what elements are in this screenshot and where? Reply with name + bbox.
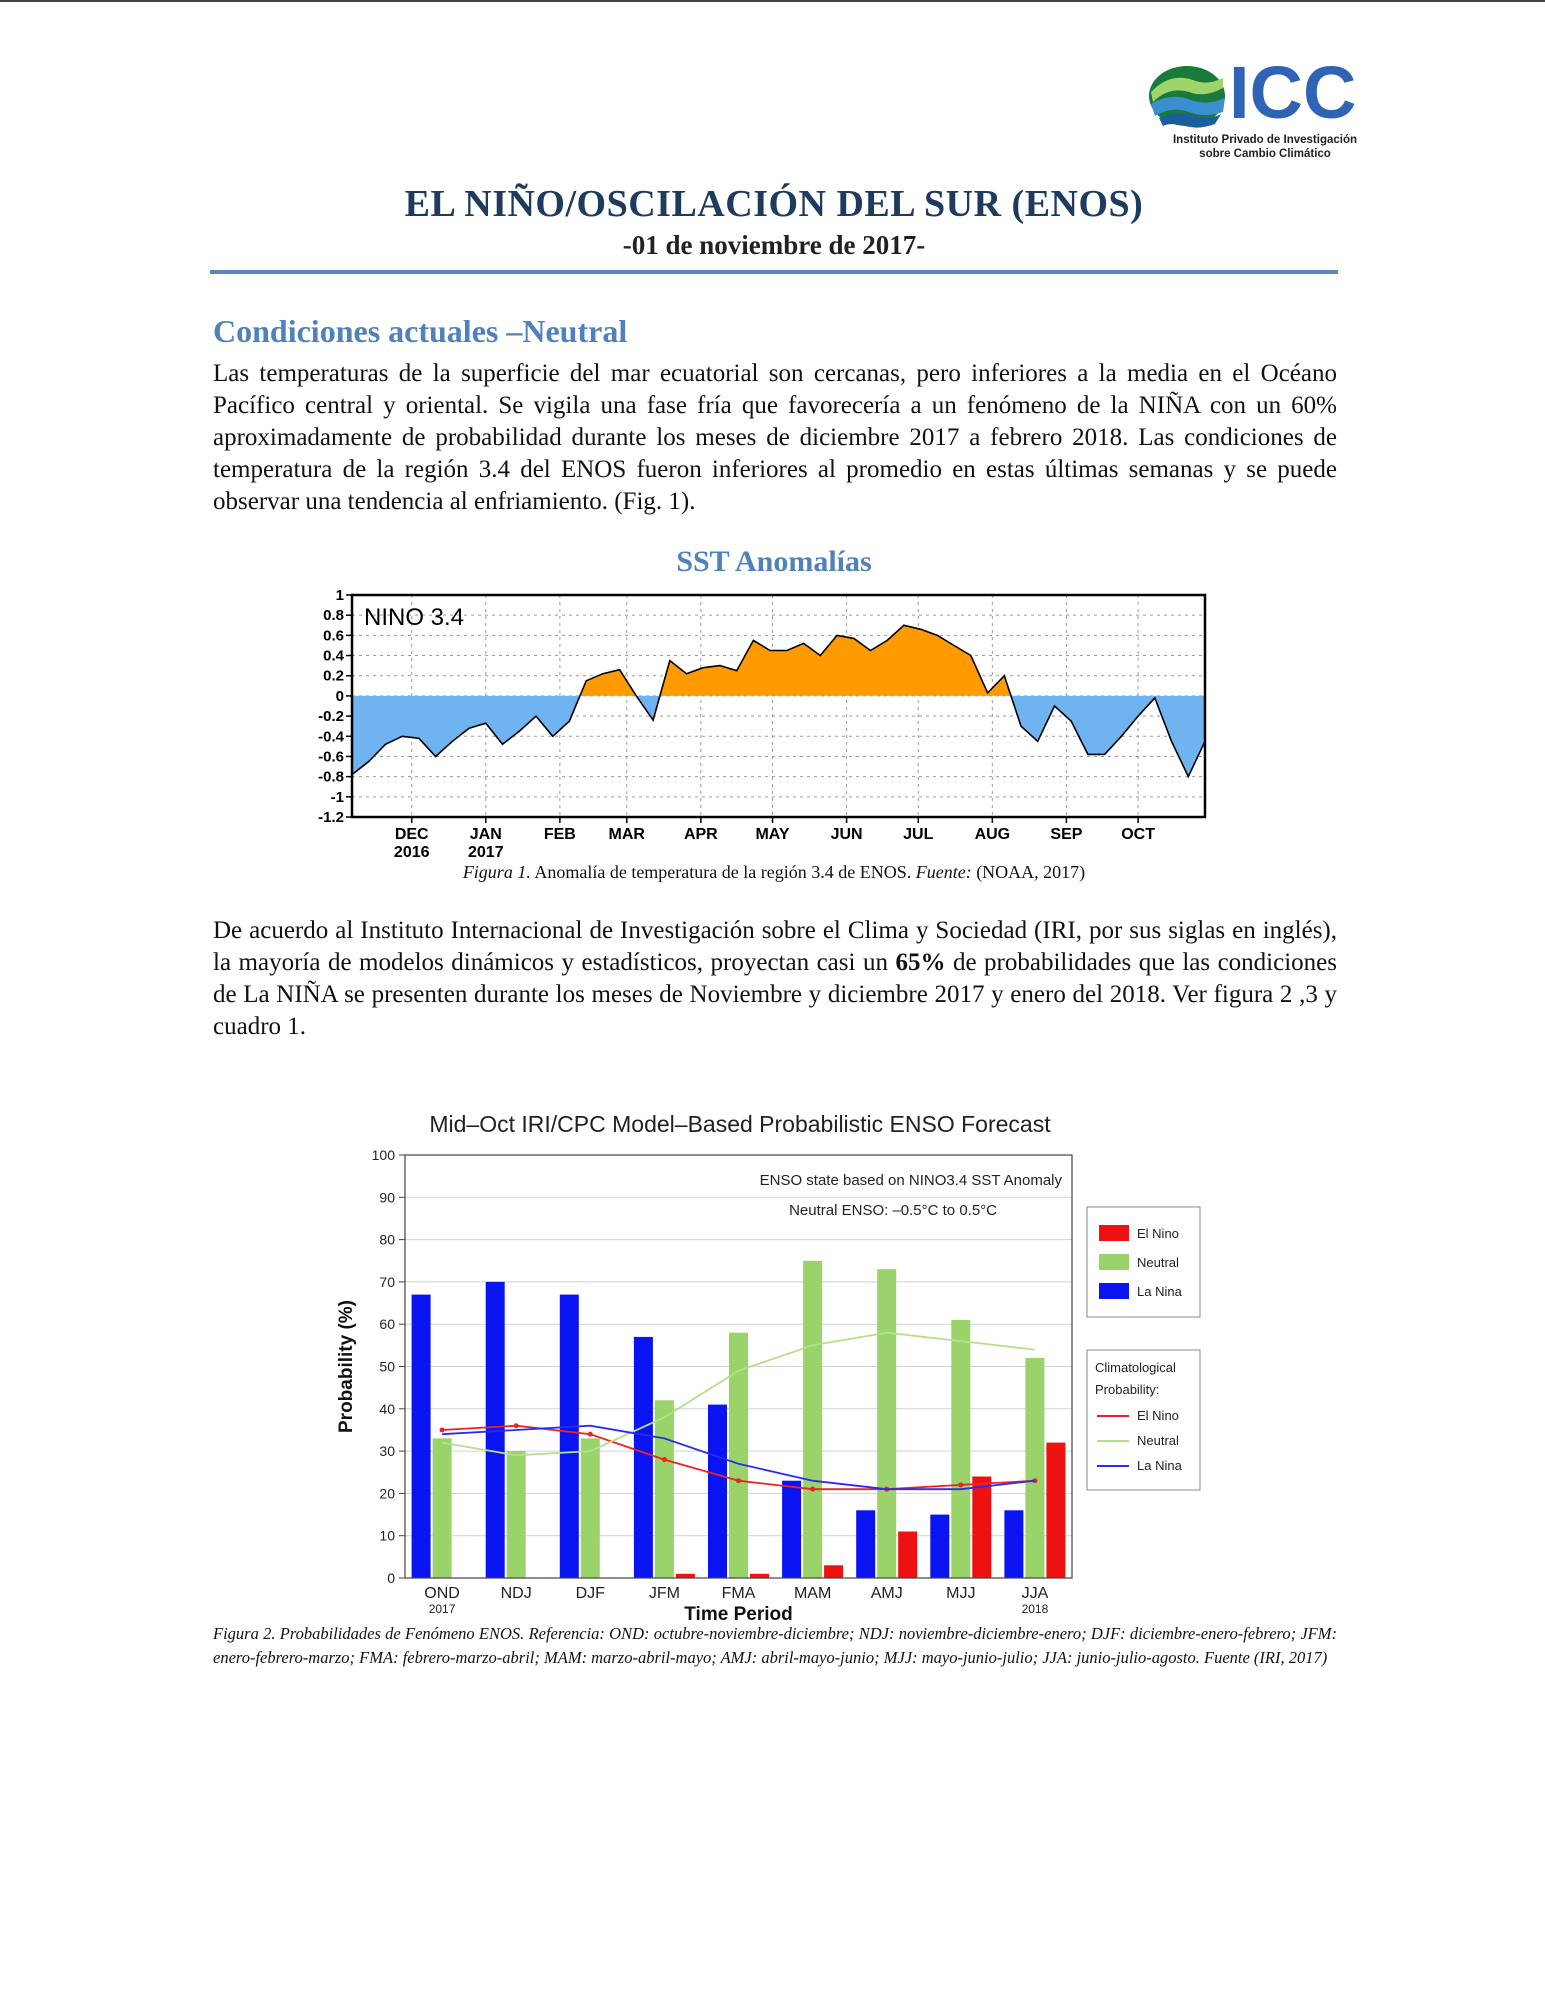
climatology-legend-label: El Nino (1137, 1408, 1179, 1423)
sst-x-tick-label: MAR (608, 826, 645, 843)
sst-y-tick-label: 0 (335, 687, 344, 705)
figure1-title: SST Anomalías (676, 545, 872, 578)
enso-chart-title: Mid–Oct IRI/CPC Model–Based Probabilistic ENSO Forecast (429, 1111, 1051, 1137)
enso-x-tick-label: NDJ (500, 1585, 532, 1602)
enso-annotation-1: ENSO state based on NINO3.4 SST Anomaly (759, 1172, 1062, 1189)
title-divider (210, 270, 1338, 274)
enso-y-axis-label: Probability (%) (336, 1299, 357, 1434)
logo-subtitle-line1: Instituto Privado de Investigación (1172, 134, 1358, 146)
enso-bar-neutral (803, 1261, 822, 1578)
sst-x-tick-label: OCT (1121, 826, 1155, 843)
sst-y-tick-label: -0.8 (318, 768, 344, 786)
enso-x-tick-label: MAM (793, 1585, 832, 1602)
enso-bar-neutral (507, 1451, 526, 1578)
sst-y-tick-label: -0.2 (318, 708, 344, 726)
sst-x-tick-sublabel: 2017 (468, 844, 504, 860)
enso-x-tick-label: OND (424, 1585, 460, 1602)
climatology-legend-title-line2: Probability: (1095, 1382, 1160, 1397)
enso-bar-neutral (1025, 1358, 1044, 1578)
enso-bar-neutral (655, 1400, 674, 1578)
sst-x-tick-label: FEB (543, 826, 576, 843)
enso-x-tick-label: DJF (575, 1585, 605, 1602)
enso-bar-la-nina (930, 1515, 949, 1578)
enso-x-tick-label: JJA (1021, 1585, 1049, 1602)
sst-y-tick-label: -1.2 (318, 809, 344, 826)
enso-bar-la-nina (782, 1481, 801, 1578)
enso-y-tick-label: 0 (387, 1570, 395, 1586)
logo-text: ICC (1229, 58, 1357, 134)
enso-y-tick-label: 10 (379, 1527, 395, 1544)
enso-bar-el-nino (898, 1532, 917, 1579)
figure1-caption-prefix: Figura 1. (462, 862, 531, 882)
enso-bar-el-nino (824, 1565, 843, 1578)
enso-y-tick-label: 60 (379, 1316, 395, 1333)
enso-annotation-2: Neutral ENSO: –0.5°C to 0.5°C (789, 1202, 997, 1219)
enso-x-tick-sublabel: 2018 (1021, 1602, 1049, 1616)
enso-legend-label: La Nina (1137, 1284, 1182, 1299)
climatology-point-el-nino (514, 1423, 519, 1428)
enso-bar-neutral (877, 1269, 896, 1578)
sst-anomaly-chart (290, 585, 1230, 860)
logo-subtitle (1145, 133, 1385, 161)
enso-legend-label: El Nino (1137, 1226, 1179, 1241)
sst-x-tick-label: APR (683, 826, 718, 843)
enso-bar-la-nina (708, 1405, 727, 1578)
enso-legend-swatch (1099, 1254, 1129, 1270)
enso-y-tick-label: 100 (371, 1147, 395, 1163)
climatology-point-el-nino (588, 1432, 593, 1437)
sst-x-tick-label: DEC (394, 826, 429, 843)
climatology-point-el-nino (440, 1427, 445, 1432)
sst-y-tick-label: -0.4 (318, 728, 344, 746)
enso-legend-swatch (1099, 1283, 1129, 1299)
enso-x-axis-label: Time Period (684, 1604, 793, 1625)
sst-y-tick-label: -1 (330, 788, 344, 806)
enso-y-tick-label: 80 (379, 1231, 395, 1248)
enso-bar-el-nino (676, 1574, 695, 1578)
climatology-point-el-nino (736, 1478, 741, 1483)
sst-x-tick-label: JUN (830, 826, 863, 843)
figure1-caption (210, 862, 1338, 883)
enso-bar-la-nina (412, 1295, 431, 1578)
sst-chart-title: NINO 3.4 (364, 604, 465, 631)
sst-y-tick-label: 1 (335, 587, 344, 604)
enso-x-tick-label: FMA (721, 1585, 756, 1602)
paragraph-iri-forecast (213, 915, 1337, 1043)
enso-legend-label: Neutral (1137, 1255, 1179, 1270)
enso-bar-el-nino (972, 1477, 991, 1579)
paragraph2-bold: 65% (895, 949, 946, 976)
page-top-border (0, 0, 1545, 2)
enso-y-tick-label: 20 (379, 1485, 395, 1502)
sst-y-tick-label: 0.4 (323, 647, 344, 665)
figure1-caption-text: Anomalía de temperatura de la región 3.4 de ENOS. (534, 862, 912, 882)
enso-bar-neutral (729, 1333, 748, 1578)
sst-x-tick-label: JUL (903, 826, 934, 843)
enso-bar-la-nina (634, 1337, 653, 1578)
sst-y-tick-label: 0.8 (323, 607, 344, 625)
sst-negative-anomaly-area (352, 625, 1205, 776)
logo-subtitle-line2: sobre Cambio Climático (1199, 148, 1331, 160)
enso-x-tick-label: MJJ (946, 1585, 976, 1602)
logo-emblem-icon (1149, 66, 1225, 128)
enso-bar-la-nina (856, 1510, 875, 1578)
sst-y-tick-label: -0.6 (318, 748, 344, 766)
climatology-point-el-nino (662, 1457, 667, 1462)
climatology-legend-title-line1: Climatological (1095, 1360, 1176, 1375)
sst-x-tick-label: SEP (1050, 826, 1083, 843)
sst-x-tick-label: MAY (755, 826, 790, 843)
sst-y-tick-label: 0.6 (323, 627, 344, 645)
sst-x-tick-sublabel: 2016 (393, 844, 430, 860)
section-heading: Condiciones actuales –Neutral (213, 313, 628, 349)
paragraph2-post: de probabilidades que las condiciones de La NIÑA se presenten durante los meses de Noviembre y diciembre 2017 y enero del 2018. Ver figura 2 ,3 y cuadro 1. (213, 949, 1337, 1040)
enso-x-tick-label: JFM (648, 1585, 680, 1602)
enso-x-tick-label: AMJ (870, 1585, 903, 1602)
enso-bar-el-nino (1046, 1443, 1065, 1578)
enso-bar-neutral (951, 1320, 970, 1578)
enso-y-tick-label: 40 (379, 1400, 395, 1417)
paragraph-current-conditions: Las temperaturas de la superficie del mar ecuatorial son cercanas, pero inferiores a la media en el Océano Pacífico central y oriental. Se vigila una fase fría que favorecería a un fenómeno de la NIÑA con un 60% aproximadamente de probabilidad durante los meses de diciembre 2017 a febrero 2018. Las condiciones de temperatura de la región 3.4 del ENOS fueron inferiores al promedio en estas últimas semanas y se puede observar una tendencia al enfriamiento. (Fig. 1). (213, 360, 1337, 515)
enso-bar-el-nino (750, 1574, 769, 1578)
enso-y-tick-label: 30 (379, 1443, 395, 1460)
enso-bar-la-nina (1004, 1510, 1023, 1578)
enso-x-tick-sublabel: 2017 (428, 1602, 456, 1616)
enso-forecast-chart (330, 1100, 1210, 1625)
page-date: -01 de noviembre de 2017- (622, 230, 926, 260)
climatology-legend-label: Neutral (1137, 1433, 1179, 1448)
enso-legend-swatch (1099, 1225, 1129, 1241)
climatology-point-el-nino (810, 1487, 815, 1492)
sst-y-tick-label: 0.2 (323, 667, 344, 685)
enso-y-tick-label: 50 (379, 1358, 395, 1375)
figure1-caption-source: (NOAA, 2017) (976, 862, 1086, 882)
sst-x-tick-label: JAN (469, 826, 502, 843)
climatology-legend-label: La Nina (1137, 1458, 1182, 1473)
enso-y-tick-label: 70 (379, 1273, 395, 1290)
enso-bar-neutral (581, 1438, 600, 1578)
enso-bar-neutral (433, 1438, 452, 1578)
paragraph2-pre: De acuerdo al Instituto Internacional de Investigación sobre el Clima y Sociedad (IRI, por sus siglas en inglés), la mayoría de modelos dinámicos y estadísticos, proyectan casi un (213, 917, 1337, 976)
sst-x-tick-label: AUG (974, 826, 1011, 843)
enso-bar-la-nina (560, 1295, 579, 1578)
figure1-caption-source-label: Fuente: (915, 862, 972, 882)
figure2-caption: Figura 2. Probabilidades de Fenómeno ENOS. Referencia: OND: octubre-noviembre-diciembre; NDJ: noviembre-diciembre-enero; DJF: diciembre-enero-febrero; JFM: enero-febrero-marzo; FMA: febrero-marzo-abril; MAM: marzo-abril-mayo; AMJ: abril-mayo-junio; MJJ: mayo-junio-julio; JJA: junio-julio-agosto. Fuente (IRI, 2017) (213, 1624, 1337, 1667)
enso-y-tick-label: 90 (379, 1189, 395, 1206)
page-title: EL NIÑO/OSCILACIÓN DEL SUR (ENOS) (404, 183, 1144, 225)
climatology-point-el-nino (958, 1482, 963, 1487)
